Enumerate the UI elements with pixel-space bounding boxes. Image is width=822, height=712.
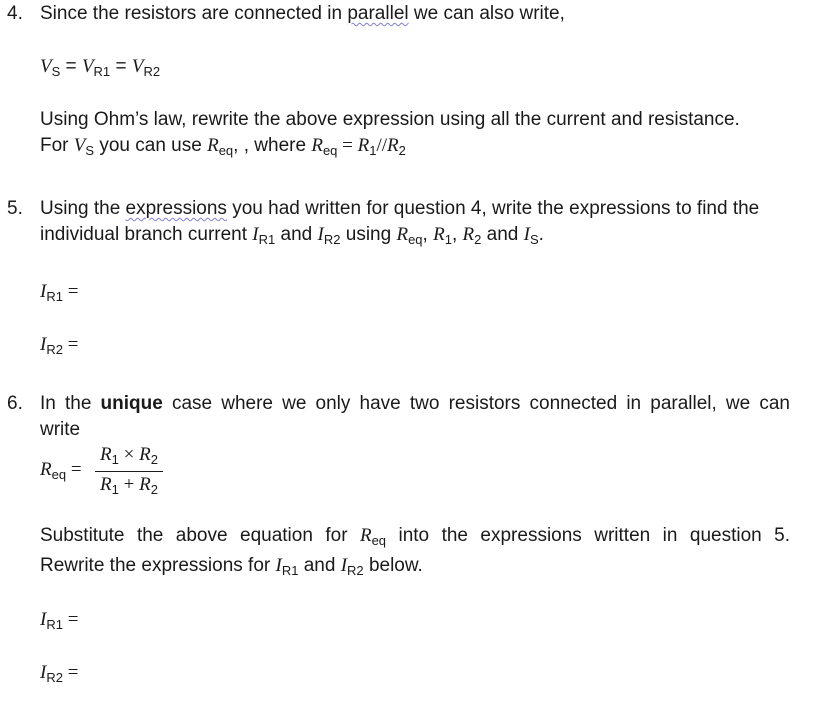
question-number: 5.: [7, 198, 23, 219]
answer-ir1: $I_{R1}$ =: [40, 281, 79, 304]
question-number: 4.: [7, 3, 23, 24]
spellcheck-word: parallel: [347, 3, 409, 24]
question-4-para-line1: Using Ohm’s law, rewrite the above expression using all the current and resistance.: [40, 109, 740, 130]
voltage-equation: $V_S = V_{R1} = V_{R2}$: [40, 56, 161, 79]
fraction-numerator: $R_1 \times R_2$: [100, 444, 158, 467]
answer-ir2: $I_{R2}$ =: [40, 334, 79, 357]
question-5-line1: Using the expressions you had written for question 4, write the expressions to find the: [40, 198, 760, 219]
req-label: $R_{eq}$ =: [40, 459, 82, 482]
answer-ir1-substituted: $I_{R1}$ =: [40, 609, 79, 632]
question-number: 6.: [7, 393, 23, 414]
question-6-substitute-line2: Rewrite the expressions for $I_{R1}$ and $I_{R2}$ below.: [40, 555, 423, 578]
emphasis-unique: unique: [100, 393, 163, 414]
question-4-para-line2: For $V_S$ you can use $R_{eq}$, , where $R_{eq} = R_1//R_2$: [40, 135, 406, 158]
question-4-intro: Since the resistors are connected in parallel we can also write,: [40, 3, 565, 24]
question-6-line2: write: [40, 419, 81, 440]
question-5-line2: individual branch current $I_{R1}$ and $I_{R2}$ using $R_{eq}$, $R_1$, $R_2$ and $I_S$.: [40, 224, 544, 247]
question-6-line1: In the unique case where we only have two resistors connected in parallel, we can: [40, 393, 790, 414]
question-6-substitute-line1: Substitute the above equation for $R_{eq}$ into the expressions written in question 5.: [40, 525, 790, 548]
fraction-bar: [95, 471, 163, 472]
fraction-denominator: $R_1 + R_2$: [100, 474, 158, 497]
spellcheck-word: expressions: [125, 198, 227, 219]
answer-ir2-substituted: $I_{R2}$ =: [40, 662, 79, 685]
